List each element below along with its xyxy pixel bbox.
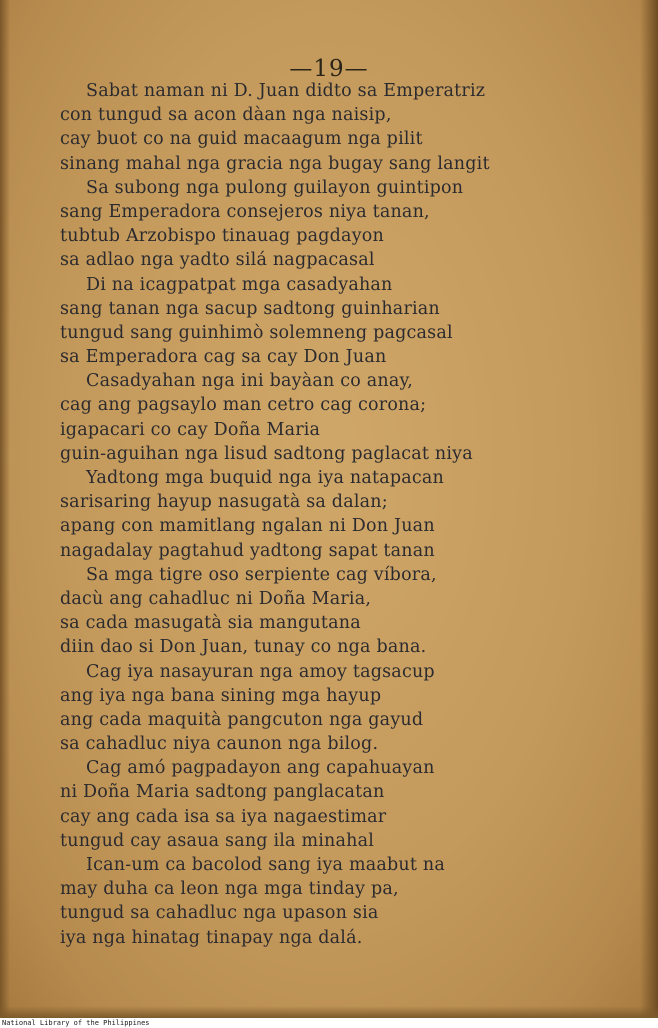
verse-line: tungud cay asaua sang ila minahal <box>60 830 375 851</box>
verse-line: Sabat naman ni D. Juan didto sa Emperatriz <box>86 81 486 101</box>
stanza-4 <box>60 369 640 466</box>
verse-line: sa cada masugatà sia mangutana <box>60 613 361 634</box>
verse-line: sa adlao nga yadto silá nagpacasal <box>60 250 375 271</box>
stanza-2 <box>60 176 640 273</box>
stanza-3 <box>60 273 640 370</box>
verse-line: ang cada maquità pangcuton nga gayud <box>60 709 424 730</box>
verse-line: may duha ca leon nga mga tinday pa, <box>60 879 399 900</box>
verse-line: Di na icagpatpat mga casadyahan <box>86 274 393 295</box>
verse-line: iya nga hinatag tinapay nga dalá. <box>60 927 363 948</box>
verse-line: nagadalay pagtahud yadtong sapat tanan <box>60 540 435 561</box>
verse-line: Yadtong mga buquid nga iya natapacan <box>86 468 444 488</box>
verse-line: Ican-um ca bacolod sang iya maabut na <box>86 855 445 875</box>
verse-line: sa cahadluc niya caunon nga bilog. <box>60 734 379 755</box>
verse-line: Cag iya nasayuran nga amoy tagsacup <box>86 661 435 682</box>
verse-line: Casadyahan nga ini bayàan co anay, <box>86 371 413 392</box>
verse-line: cay ang cada isa sa iya nagaestimar <box>60 806 387 827</box>
verse-line: con tungud sa acon dàan nga naisip, <box>60 105 392 126</box>
stanza-9 <box>60 853 640 950</box>
verse-line: Sa mga tigre oso serpiente cag víbora, <box>86 564 437 585</box>
verse-line: sarisaring hayup nasugatà sa dalan; <box>60 492 388 513</box>
verse-line: sang tanan nga sacup sadtong guinharian <box>60 298 440 319</box>
verse-line: sa Emperadora cag sa cay Don Juan <box>60 347 387 368</box>
verse-line: dacù ang cahadluc ni Doña Maria, <box>60 588 372 609</box>
page-number: —19— <box>289 56 369 82</box>
verse-line: tungud sang guinhimò solemneng pagcasal <box>60 322 453 343</box>
page-right-shadow <box>640 0 658 1018</box>
verse-line: cay buot co na guid macaagum nga pilit <box>60 129 423 150</box>
stanza-5 <box>60 466 640 563</box>
stanza-1 <box>60 79 640 176</box>
verse-line: apang con mamitlang ngalan ni Don Juan <box>60 516 435 537</box>
page-bottom-shadow <box>0 1006 658 1018</box>
verse-line: guin-aguihan nga lisud sadtong paglacat niya <box>60 443 473 464</box>
verse-line: sang Emperadora consejeros niya tanan, <box>60 201 430 222</box>
verse-line: cag ang pagsaylo man cetro cag corona; <box>60 395 427 416</box>
library-credit: National Library of the Philippines <box>2 1019 150 1027</box>
stanza-8 <box>60 756 640 853</box>
verse-line: ni Doña Maria sadtong panglacatan <box>60 782 385 803</box>
verse-line: igapacari co cay Doña Maria <box>60 419 321 440</box>
verse-line: sinang mahal nga gracia nga bugay sang langit <box>60 153 490 174</box>
verse-line: Cag amó pagpadayon ang capahuayan <box>86 758 435 779</box>
poem-text <box>60 79 640 950</box>
verse-line: diin dao si Don Juan, tunay co nga bana. <box>60 637 427 658</box>
verse-line: Sa subong nga pulong guilayon guintipon <box>86 177 464 198</box>
page-left-shadow <box>0 0 10 1018</box>
verse-line: tubtub Arzobispo tinauag pagdayon <box>60 226 384 247</box>
verse-line: tungud sa cahadluc nga upason sia <box>60 903 379 924</box>
verse-line: ang iya nga bana sining mga hayup <box>60 685 382 706</box>
stanza-6 <box>60 563 640 660</box>
stanza-7 <box>60 660 640 757</box>
